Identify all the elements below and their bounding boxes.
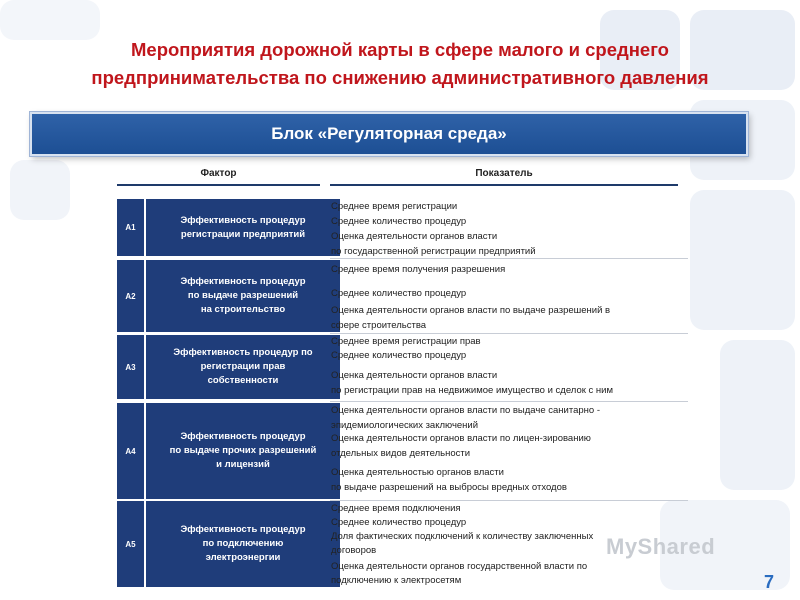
- column-header-factor: Фактор: [117, 166, 320, 186]
- indicator-text: Оценка деятельности органов власти: [331, 370, 498, 381]
- background-tile: [720, 340, 795, 490]
- background-tile: [0, 0, 100, 40]
- indicator-text: подключению к электросетям: [331, 575, 462, 586]
- table-row: [117, 199, 688, 256]
- factor-line: по выдаче прочих разрешений: [169, 445, 317, 456]
- factor-line: регистрации предприятий: [180, 228, 306, 240]
- factor-line: Эффективность процедур: [180, 214, 306, 226]
- indicator-text: Среднее количество процедур: [331, 350, 467, 361]
- indicator-text: Среднее время получения разрешения: [331, 264, 506, 275]
- slide-title-line-1: Мероприятия дорожной карты в сфере малого и среднего: [131, 39, 669, 60]
- row-factor: [146, 403, 340, 499]
- indicator-text: Оценка деятельности органов власти по лицен-зированию: [331, 433, 591, 444]
- row-factor: [146, 335, 340, 399]
- factor-line: на строительство: [200, 304, 286, 315]
- indicator-text: Среднее количество процедур: [331, 288, 467, 299]
- indicator-text: Среднее количество процедур: [331, 216, 467, 227]
- indicator-text: Доля фактических подключений к количеству заключенных: [331, 531, 594, 542]
- factor-line: регистрации прав: [200, 361, 286, 372]
- indicator-text: Оценка деятельностью органов власти: [331, 467, 504, 478]
- row-code: А5: [117, 501, 144, 587]
- slide-title-line-2: предпринимательства по снижению административного давления: [91, 67, 709, 88]
- factor-line: Эффективность процедур: [180, 431, 306, 442]
- indicator-text: Оценка деятельности органов власти по выдаче санитарно -: [331, 405, 600, 416]
- row-factor: [146, 501, 340, 587]
- factor-line: по подключению: [202, 538, 284, 549]
- indicator-text: Среднее время регистрации: [331, 201, 458, 212]
- row-code: А2: [117, 260, 144, 332]
- factor-line: Эффективность процедур по: [173, 347, 313, 358]
- slide-title: [40, 36, 760, 92]
- block-header-label: Блок «Регуляторная среда»: [271, 124, 507, 143]
- block-header: [30, 112, 748, 156]
- table-row: [117, 403, 688, 499]
- indicator-text: Среднее количество процедур: [331, 517, 467, 528]
- page-number: 7: [764, 572, 775, 592]
- indicator-text: Оценка деятельности органов государственной власти по: [331, 561, 588, 572]
- indicator-text: Оценка деятельности органов власти по выдаче разрешений в: [331, 305, 611, 316]
- row-factor: [146, 260, 340, 332]
- row-code: А1: [117, 199, 144, 256]
- row-code: А4: [117, 403, 144, 499]
- factor-line: электроэнергии: [205, 552, 281, 563]
- table-row: [117, 335, 688, 399]
- indicator-text: договоров: [331, 545, 377, 556]
- indicator-text: по государственной регистрации предприятий: [331, 246, 536, 257]
- background-tile: [690, 190, 795, 330]
- indicator-text: по выдаче разрешений на выбросы вредных отходов: [331, 482, 567, 493]
- factor-line: по выдаче разрешений: [187, 290, 299, 301]
- indicator-text: сфере строительства: [331, 320, 427, 331]
- indicator-text: Среднее время регистрации прав: [331, 336, 481, 347]
- indicator-text: Оценка деятельности органов власти: [331, 231, 498, 242]
- factor-line: и лицензий: [216, 459, 270, 470]
- row-divider: [330, 258, 688, 259]
- indicator-text: по регистрации прав на недвижимое имущество и сделок с ним: [331, 385, 614, 396]
- indicator-text: отдельных видов деятельности: [331, 448, 471, 459]
- background-tile: [10, 160, 70, 220]
- factor-line: Эффективность процедур: [180, 276, 306, 287]
- table-row: [117, 260, 688, 332]
- row-code: А3: [117, 335, 144, 399]
- factor-line: Эффективность процедур: [180, 524, 306, 535]
- table-row: [117, 501, 688, 587]
- factor-line: собственности: [207, 375, 279, 386]
- watermark-logo: MyShared: [606, 534, 716, 559]
- row-divider: [330, 401, 688, 402]
- indicator-text: Среднее время подключения: [331, 503, 461, 514]
- indicator-text: эпидемиологических заключений: [331, 420, 479, 431]
- column-header-indicator: Показатель: [330, 166, 678, 186]
- row-factor: [146, 199, 340, 256]
